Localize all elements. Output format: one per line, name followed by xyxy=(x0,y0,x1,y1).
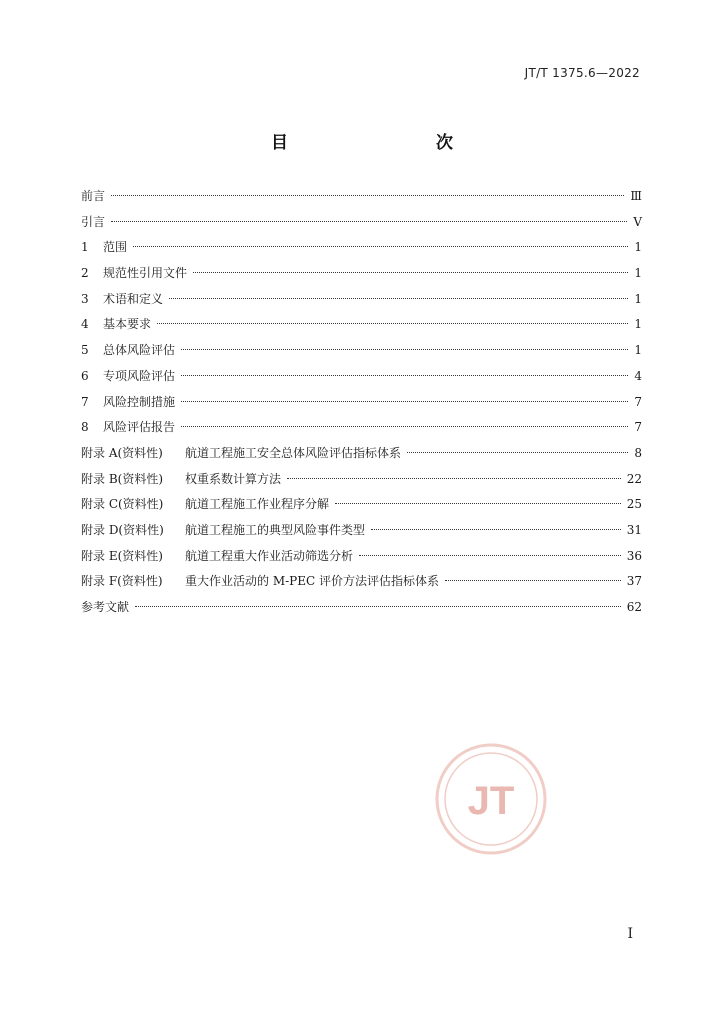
toc-entry-page: 62 xyxy=(626,600,642,614)
toc-dot-leader xyxy=(287,478,621,479)
toc-title: 目 次 xyxy=(271,133,491,153)
toc-entry[interactable] xyxy=(81,237,642,263)
toc-entry-appendix-label: 附录 F(资料性) xyxy=(81,574,163,589)
toc-entry-number: 8 xyxy=(81,420,89,435)
toc-entry-appendix-label: 附录 D(资料性) xyxy=(81,522,164,537)
toc-entry-appendix-label: 附录 B(资料性) xyxy=(81,471,163,486)
toc-entry-title: 参考文献 xyxy=(81,600,130,614)
toc-entry[interactable] xyxy=(81,597,642,623)
toc-dot-leader xyxy=(111,195,624,196)
toc-entry-number: 3 xyxy=(81,291,89,306)
toc-entry[interactable] xyxy=(81,546,642,572)
toc-entry-appendix-label: 附录 C(资料性) xyxy=(81,497,164,512)
toc-entry-title: 规范性引用文件 xyxy=(103,266,188,281)
toc-entry[interactable] xyxy=(81,469,642,495)
toc-entry-page: 31 xyxy=(626,522,642,537)
toc-entry-page: 25 xyxy=(626,497,642,512)
toc-dot-leader xyxy=(407,452,628,453)
toc-entry[interactable] xyxy=(81,494,642,520)
toc-entry-title: 航道工程施工的典型风险事件类型 xyxy=(185,522,366,537)
toc-dot-leader xyxy=(193,272,628,273)
toc-dot-leader xyxy=(335,503,621,504)
toc-entry-appendix-label: 附录 A(资料性) xyxy=(81,445,163,460)
document-code: JT/T 1375.6—2022 xyxy=(524,66,640,80)
toc-dot-leader xyxy=(371,529,621,530)
toc-entry[interactable] xyxy=(81,520,642,546)
toc-entry-page: 8 xyxy=(634,445,642,460)
toc-entry[interactable] xyxy=(81,392,642,418)
toc-entry[interactable] xyxy=(81,340,642,366)
toc-entry-page: 36 xyxy=(626,548,642,563)
toc-dot-leader xyxy=(181,426,628,427)
toc-entry-page: Ⅴ xyxy=(633,214,642,229)
toc-entry[interactable] xyxy=(81,212,642,238)
toc-entry[interactable] xyxy=(81,443,642,469)
toc-entry-title: 前言 xyxy=(81,189,106,203)
toc-entry-page: 1 xyxy=(634,240,642,255)
toc-dot-leader xyxy=(169,298,628,299)
table-of-contents xyxy=(81,186,642,623)
toc-entry-page: 7 xyxy=(634,420,642,435)
toc-dot-leader xyxy=(359,555,621,556)
toc-entry[interactable] xyxy=(81,366,642,392)
toc-entry-title: 范围 xyxy=(103,240,128,255)
toc-entry-number: 2 xyxy=(81,266,89,281)
toc-entry[interactable] xyxy=(81,186,642,212)
toc-dot-leader xyxy=(181,401,628,402)
toc-entry-title: 重大作业活动的 M-PEC 评价方法评估指标体系 xyxy=(185,574,439,589)
toc-entry-title: 风险控制措施 xyxy=(103,394,176,409)
page-number: I xyxy=(627,926,633,942)
toc-entry-title: 航道工程施工安全总体风险评估指标体系 xyxy=(185,445,402,460)
toc-dot-leader xyxy=(181,375,628,376)
toc-entry-title: 航道工程重大作业活动筛选分析 xyxy=(185,548,354,563)
toc-entry-page: 37 xyxy=(626,574,642,589)
toc-entry[interactable] xyxy=(81,417,642,443)
toc-dot-leader xyxy=(181,349,628,350)
jt-watermark-seal xyxy=(434,742,548,856)
toc-entry-page: 1 xyxy=(634,343,642,358)
toc-entry-title: 基本要求 xyxy=(103,317,152,332)
watermark-text: JT xyxy=(467,779,515,823)
toc-entry-page: 1 xyxy=(634,291,642,306)
toc-entry[interactable] xyxy=(81,289,642,315)
toc-entry-title: 航道工程施工作业程序分解 xyxy=(185,497,330,512)
toc-dot-leader xyxy=(111,221,627,222)
toc-entry-title: 引言 xyxy=(81,214,106,229)
toc-entry[interactable] xyxy=(81,314,642,340)
toc-dot-leader xyxy=(157,323,628,324)
toc-entry-title: 总体风险评估 xyxy=(103,343,176,358)
toc-entry[interactable] xyxy=(81,263,642,289)
toc-dot-leader xyxy=(133,246,628,247)
toc-entry-number: 1 xyxy=(81,240,89,255)
toc-entry-title: 风险评估报告 xyxy=(103,420,176,435)
toc-entry-title: 权重系数计算方法 xyxy=(185,471,282,486)
toc-entry-number: 6 xyxy=(81,368,89,383)
toc-entry-page: 1 xyxy=(634,266,642,281)
toc-dot-leader xyxy=(445,580,621,581)
toc-entry-page: Ⅲ xyxy=(630,189,642,203)
toc-entry-page: 4 xyxy=(634,368,642,383)
toc-entry-page: 7 xyxy=(634,394,642,409)
toc-entry-number: 7 xyxy=(81,394,89,409)
toc-entry-title: 术语和定义 xyxy=(103,291,164,306)
toc-dot-leader xyxy=(135,606,621,607)
toc-entry-page: 22 xyxy=(626,471,642,486)
toc-entry-number: 4 xyxy=(81,317,89,332)
toc-entry-title: 专项风险评估 xyxy=(103,368,176,383)
toc-entry[interactable] xyxy=(81,571,642,597)
toc-entry-appendix-label: 附录 E(资料性) xyxy=(81,548,163,563)
toc-entry-number: 5 xyxy=(81,343,89,358)
toc-entry-page: 1 xyxy=(634,317,642,332)
